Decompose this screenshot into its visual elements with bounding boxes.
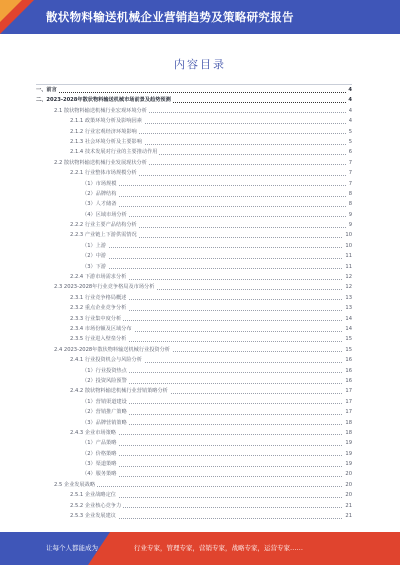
toc-entry-text: 2.5.3 企业发展建议 [70, 511, 118, 521]
toc-entry-text: 2.4.3 企业市场策略 [70, 428, 118, 438]
toc-entry-text: （3）品牌营销策略 [82, 418, 129, 428]
toc-entry-text: 2.2.1 行业整体市场规模分析 [70, 168, 139, 178]
toc-entry[interactable] [36, 469, 352, 479]
toc-entry-text: （2）品牌结构 [82, 189, 118, 199]
toc-dot-leader [82, 196, 346, 197]
toc-page-number: 13 [343, 293, 352, 303]
toc-entry-text: （4）服务策略 [82, 469, 118, 479]
toc-entry-text: 2.1.2 行业宏观经济环境影响 [70, 127, 139, 137]
toc-entry-text: 2.1.4 技术发展对行业的主要推动作用 [70, 147, 159, 157]
toc-entry-text: 2.3 2023-2028年行业竞争格局及市场分析 [54, 282, 156, 292]
toc-entry[interactable] [36, 179, 352, 189]
toc-entry[interactable] [36, 334, 352, 344]
toc-entry[interactable] [36, 438, 352, 448]
toc-entry[interactable] [36, 480, 352, 490]
toc-page-number: 14 [343, 324, 352, 334]
toc-entry-text: （2）中游 [82, 251, 108, 261]
toc-entry-text: 2.4.2 散状物料输送机械行业营销策略分析 [70, 386, 170, 396]
table-of-contents [36, 84, 352, 521]
toc-dot-leader [82, 466, 346, 467]
toc-page-number: 7 [347, 158, 352, 168]
toc-entry[interactable] [36, 272, 352, 282]
toc-page-number: 17 [343, 397, 352, 407]
report-title: 散状物料输送机械企业营销趋势及策略研究报告 [46, 10, 294, 24]
toc-entry[interactable] [36, 168, 352, 178]
toc-entry-text: 2.3.5 行业进入壁垒分析 [70, 334, 128, 344]
toc-dot-leader [82, 185, 346, 186]
toc-entry[interactable] [36, 303, 352, 313]
toc-page-number: 12 [343, 272, 352, 282]
toc-entry-text: 2.5 企业发展战略 [54, 480, 97, 490]
toc-entry[interactable] [36, 282, 352, 292]
toc-entry[interactable] [36, 397, 352, 407]
toc-page-number: 20 [343, 490, 352, 500]
toc-entry-text: （3）渠道策略 [82, 459, 118, 469]
toc-page-number: 21 [343, 501, 352, 511]
toc-entry-text: （1）市场规模 [82, 179, 118, 189]
toc-entry[interactable] [36, 210, 352, 220]
toc-entry[interactable] [36, 230, 352, 240]
toc-entry[interactable] [36, 418, 352, 428]
toc-entry[interactable] [36, 158, 352, 168]
toc-entry[interactable] [36, 293, 352, 303]
toc-page-number: 19 [343, 449, 352, 459]
toc-page-number: 9 [347, 220, 352, 230]
toc-entry[interactable] [36, 428, 352, 438]
toc-entry[interactable] [36, 355, 352, 365]
toc-entry[interactable] [36, 137, 352, 147]
toc-dot-leader [82, 445, 346, 446]
toc-dot-leader [82, 455, 346, 456]
toc-entry[interactable] [36, 127, 352, 137]
toc-entry[interactable] [36, 376, 352, 386]
toc-page-number: 17 [343, 407, 352, 417]
toc-page-number: 18 [343, 428, 352, 438]
toc-entry-text: 2.3.1 行业竞争格局概述 [70, 293, 128, 303]
toc-entry-text: 2.2 散状物料输送机械行业发展现状分析 [54, 158, 149, 168]
toc-page-number: 20 [343, 480, 352, 490]
toc-page-number: 5 [347, 127, 352, 137]
toc-entry-text: （1）产品策略 [82, 438, 118, 448]
toc-entry-text: 2.5.1 企业战略定位 [70, 490, 118, 500]
toc-page-number: 10 [343, 241, 352, 251]
toc-dot-leader [82, 206, 346, 207]
toc-dot-leader [82, 476, 346, 477]
toc-page-number: 5 [347, 137, 352, 147]
toc-entry-text: 2.1 散状物料输送机械行业宏观环境分析 [54, 106, 149, 116]
toc-dot-leader [82, 247, 346, 248]
toc-page-number: 10 [343, 230, 352, 240]
toc-dot-leader [36, 92, 346, 93]
toc-page-number: 4 [346, 85, 352, 95]
toc-entry[interactable] [36, 459, 352, 469]
toc-entry[interactable] [36, 116, 352, 126]
toc-entry[interactable] [36, 314, 352, 324]
toc-entry[interactable] [36, 251, 352, 261]
toc-entry-text: 2.2.3 产业链上下游供需情况 [70, 230, 139, 240]
toc-entry[interactable] [36, 95, 352, 105]
toc-entry-text: 2.2.2 行业主要产品结构分析 [70, 220, 139, 230]
toc-page-number: 7 [347, 179, 352, 189]
toc-entry-text: （1）营销渠道建设 [82, 397, 129, 407]
toc-entry-text: 2.5.2 企业核心竞争力 [70, 501, 123, 511]
toc-page-number: 16 [343, 366, 352, 376]
toc-entry-text: （1）行业投资热点 [82, 366, 129, 376]
toc-page-number: 21 [343, 511, 352, 521]
toc-page-number: 19 [343, 459, 352, 469]
toc-page-number: 4 [347, 116, 352, 126]
toc-page-number: 6 [347, 147, 352, 157]
toc-page-number: 8 [347, 189, 352, 199]
toc-entry-text: 2.2.4 下游市场需求分析 [70, 272, 128, 282]
toc-page-number: 7 [347, 168, 352, 178]
toc-entry-text: 2.3.4 市场份额及区域分布 [70, 324, 134, 334]
toc-entry-text: 2.3.3 行业集中度分析 [70, 314, 123, 324]
toc-page-number: 16 [343, 355, 352, 365]
toc-page-number: 11 [343, 262, 352, 272]
toc-page-number: 20 [343, 469, 352, 479]
toc-entry[interactable] [36, 407, 352, 417]
toc-entry[interactable] [36, 490, 352, 500]
toc-entry[interactable] [36, 366, 352, 376]
toc-page-number: 4 [346, 95, 352, 105]
toc-page-number: 13 [343, 303, 352, 313]
toc-page-number: 8 [347, 199, 352, 209]
toc-page-number: 16 [343, 376, 352, 386]
toc-entry[interactable] [36, 386, 352, 396]
toc-dot-leader [82, 258, 346, 259]
toc-entry-text: （1）上游 [82, 241, 108, 251]
toc-entry[interactable] [36, 84, 352, 95]
toc-entry[interactable] [36, 345, 352, 355]
toc-dot-leader [54, 486, 346, 487]
toc-entry[interactable] [36, 501, 352, 511]
toc-entry[interactable] [36, 511, 352, 521]
toc-entry[interactable] [36, 262, 352, 272]
toc-page-number: 19 [343, 438, 352, 448]
toc-page-number: 11 [343, 251, 352, 261]
toc-entry[interactable] [36, 189, 352, 199]
toc-entry-text: 2.1.1 政策环境分析及影响因素 [70, 116, 144, 126]
toc-page-number: 15 [343, 334, 352, 344]
toc-entry[interactable] [36, 147, 352, 157]
toc-entry-text: （3）下游 [82, 262, 108, 272]
toc-entry-text: 2.4 2023-2028年散状物料输送机械行业投资分析 [54, 345, 172, 355]
toc-page-number: 15 [343, 345, 352, 355]
toc-entry-text: （2）营销推广策略 [82, 407, 129, 417]
toc-page-number: 14 [343, 314, 352, 324]
toc-page-number: 12 [343, 282, 352, 292]
toc-entry-text: （2）投资风险预警 [82, 376, 129, 386]
toc-page-number: 17 [343, 386, 352, 396]
toc-entry-text: （2）价格策略 [82, 449, 118, 459]
toc-page-number: 9 [347, 210, 352, 220]
toc-entry[interactable] [36, 241, 352, 251]
footer-slogan-right: 行业专家，管理专家，营销专家，战略专家，运营专家…… [134, 544, 303, 552]
header-accent-orange [0, 0, 22, 22]
toc-page-number: 4 [347, 106, 352, 116]
toc-entry-text: 2.4.1 行业投资机会与风险分析 [70, 355, 144, 365]
toc-entry-text: 2.3.2 重点企业竞争分析 [70, 303, 128, 313]
toc-dot-leader [82, 268, 346, 269]
toc-entry-text: 2.1.3 社会环境分析及主要影响 [70, 137, 144, 147]
toc-entry-text: 二、2023-2028年散状物料输送机械市场前景及趋势预测 [36, 95, 173, 105]
toc-entry[interactable] [36, 220, 352, 230]
toc-entry[interactable] [36, 449, 352, 459]
toc-entry-text: （4）区域市场分析 [82, 210, 129, 220]
toc-entry-text: （3）人才储备 [82, 199, 118, 209]
toc-page-number: 18 [343, 418, 352, 428]
toc-heading: 内容目录 [174, 58, 226, 71]
toc-entry-text: 一、前言 [36, 85, 59, 95]
toc-entry[interactable] [36, 106, 352, 116]
footer-slogan-left: 让每个人都能成为 [46, 544, 98, 552]
toc-entry[interactable] [36, 324, 352, 334]
toc-entry[interactable] [36, 199, 352, 209]
